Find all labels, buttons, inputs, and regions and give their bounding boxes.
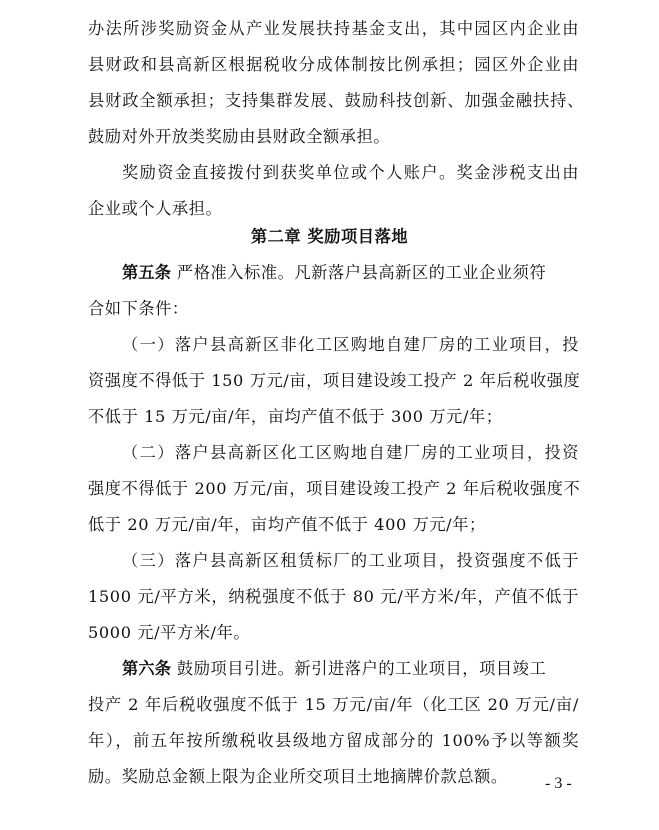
- paragraph-line: 不低于 15 万元/亩/年，亩均产值不低于 300 万元/年；: [88, 407, 503, 426]
- paragraph-line: 低于 20 万元/亩/年，亩均产值不低于 400 万元/年；: [88, 515, 486, 534]
- article-6-line1-text: 鼓励项目引进。新引进落户的工业项目，项目竣工: [171, 659, 547, 678]
- paragraph-line: （三）落户县高新区租赁标厂的工业项目，投资强度不低于: [122, 551, 579, 570]
- paragraph-line: 励。奖励总金额上限为企业所交项目土地摘牌价款总额。: [88, 767, 508, 786]
- paragraph-line: 县财政全额承担；支持集群发展、鼓励科技创新、加强金融扶持、: [88, 91, 584, 110]
- paragraph-line: （二）落户县高新区化工区购地自建厂房的工业项目，投资: [122, 443, 579, 462]
- article-6-first-line: [122, 659, 579, 679]
- paragraph-line: 5000 元/平方米/年。: [88, 623, 251, 642]
- paragraph-line: 合如下条件：: [88, 299, 189, 318]
- paragraph-line: 奖励资金直接拨付到获奖单位或个人账户。奖金涉税支出由: [122, 163, 579, 182]
- paragraph-line: 投产 2 年后税收强度不低于 15 万元/亩/年（化工区 20 万元/亩/: [88, 695, 579, 714]
- paragraph-line: 资强度不得低于 150 万元/亩，项目建设竣工投产 2 年后税收强度: [88, 371, 581, 390]
- chapter-heading: 第二章 奖励项目落地: [250, 227, 409, 246]
- article-5-label: 第五条: [122, 263, 172, 282]
- paragraph-line: 1500 元/平方米，纳税强度不低于 80 元/平方米/年，产值不低于: [88, 587, 579, 606]
- paragraph-line: （一）落户县高新区非化工区购地自建厂房的工业项目，投: [122, 335, 579, 354]
- paragraph-line: 企业或个人承担。: [88, 199, 223, 218]
- page-number: - 3 -: [545, 775, 572, 792]
- paragraph-line: 县财政和县高新区根据税收分成体制按比例承担；园区外企业由: [88, 55, 579, 74]
- article-5-first-line: [122, 263, 579, 283]
- paragraph-line: 办法所涉奖励资金从产业发展扶持基金支出，其中园区内企业由: [88, 19, 579, 38]
- article-6-label: 第六条: [122, 659, 172, 678]
- article-5-line1-text: 严格准入标准。凡新落户县高新区的工业企业须符: [171, 263, 547, 282]
- paragraph-line: 鼓励对外开放类奖励由县财政全额承担。: [88, 127, 391, 146]
- paragraph-line: 强度不得低于 200 万元/亩，项目建设竣工投产 2 年后税收强度不: [88, 479, 581, 498]
- paragraph-line: 年），前五年按所缴税收县级地方留成部分的 100%予以等额奖: [88, 731, 579, 750]
